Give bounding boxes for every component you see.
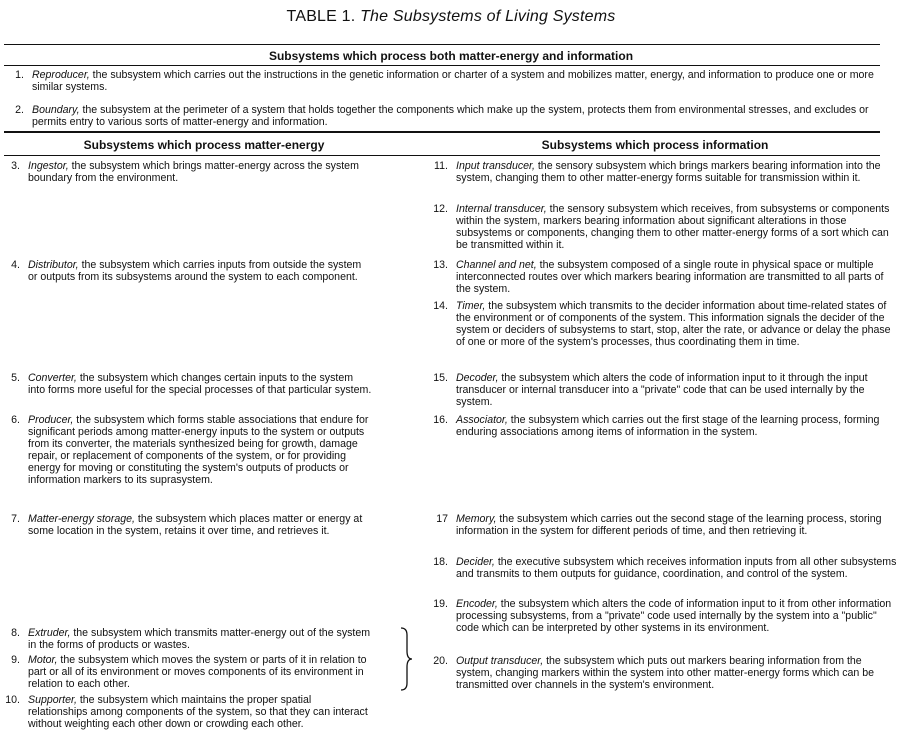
item-term: Converter, [28,372,77,384]
item-number: 16. [433,414,448,426]
list-item [0,627,372,651]
item-number: 10. [5,694,20,706]
item-term: Associator, [456,414,508,426]
table-title [0,8,902,26]
item-number: 12. [433,203,448,215]
item-description: the subsystem which transmits matter-energy out of the system in the forms of products or wastes. [28,627,371,652]
item-term: Extruder, [28,627,71,639]
list-item [428,513,900,537]
list-item [4,104,876,128]
item-description: the subsystem which carries out the first stage of the learning process, forming enduring associations among items of information in the system. [456,414,880,439]
list-item [4,69,876,93]
item-number: 9. [11,654,20,666]
item-description: the subsystem which forms stable associations that endure for significant periods among matter-energy inputs to the system or outputs from its converter, the materials synthesized being for growth, damage repair, or replacement of components of the system, or for providing energy for moving or constituting the system's outputs of products or information markers to its suprasystem. [28,414,369,487]
list-item [0,259,372,283]
list-item [428,655,900,691]
header-both: Subsystems which process both matter-energy and information [268,49,634,63]
list-item [0,372,372,396]
top-rule [4,44,880,45]
list-item [0,414,372,487]
item-number: 15. [433,372,448,384]
item-term: Decoder, [456,372,499,384]
item-description: the subsystem which alters the code of information input to it through the input transducer or internal transducer into a "private" code that can be used internally by the system. [456,372,868,409]
item-term: Supporter, [28,694,77,706]
item-term: Timer, [456,300,486,312]
item-description: the sensory subsystem which brings markers bearing information into the system, changing them to other matter-energy forms suitable for transmission within it. [456,160,881,185]
item-number: 18. [433,556,448,568]
item-term: Matter-energy storage, [28,513,135,525]
item-description: the subsystem which alters the code of information input to it from other information processing subsystems, from a "private" code used internally by the system into a "public" code which can be interpreted by other systems in its environment. [456,598,892,635]
item-description: the sensory subsystem which receives, from subsystems or components within the system, markers bearing information about significant alterations in those subsystems or components, changing them to other matter-energy forms of a sort which can be transmitted within it. [456,203,890,252]
list-item [428,556,900,580]
item-number: 14. [433,300,448,312]
item-number: 17 [436,513,448,525]
list-item [428,203,900,251]
rule-below-column-headers [4,155,880,156]
item-description: the subsystem which carries out the instructions in the genetic information or charter of a system and mobilizes matter, energy, and information to produce one or more similar systems. [32,69,874,94]
item-term: Input transducer, [456,160,535,172]
item-number: 3. [11,160,20,172]
item-description: the executive subsystem which receives information inputs from all other subsystems and transmits to them outputs for guidance, coordination, and control of the system. [456,556,897,581]
item-term: Motor, [28,654,58,666]
item-number: 19. [433,598,448,610]
mid-rule [4,131,880,133]
item-number: 2. [15,104,24,116]
list-item [428,372,900,408]
item-description: the subsystem which carries inputs from outside the system or outputs from its subsystems around the system to each component. [28,259,362,284]
item-description: the subsystem composed of a single route in physical space or multiple interconnected routes over which markers bearing information are transmitted to all parts of the system. [456,259,884,296]
curly-brace [398,627,414,691]
rule-below-header-both [4,65,880,66]
header-matter-energy: Subsystems which process matter-energy [83,138,325,152]
item-description: the subsystem which transmits to the decider information about time-related states of the environment or of components of the system. This information signals the decider of the system or deciders of subsystems to start, stop, alter the rate, or advance or delay the phase of one or more of the system's processes, thus coordinating them in time. [456,300,891,349]
item-number: 4. [11,259,20,271]
table-caption: The Subsystems of Living Systems [360,8,616,25]
item-number: 1. [15,69,24,81]
list-item [428,160,900,184]
item-term: Ingestor, [28,160,69,172]
item-term: Memory, [456,513,497,525]
list-item [0,654,372,690]
item-term: Output transducer, [456,655,544,667]
item-term: Distributor, [28,259,79,271]
item-term: Encoder, [456,598,498,610]
list-item [428,259,900,295]
item-number: 7. [11,513,20,525]
list-item [0,694,372,730]
item-description: the subsystem which places matter or energy at some location in the system, retains it over time, and retrieves it. [28,513,363,538]
list-item [0,160,372,184]
item-description: the subsystem which changes certain inputs to the system into forms more useful for the special processes of that particular system. [28,372,372,397]
item-term: Internal transducer, [456,203,547,215]
list-item [428,300,900,348]
item-number: 13. [433,259,448,271]
item-term: Boundary, [32,104,80,116]
item-term: Reproducer, [32,69,90,81]
item-description: the subsystem which brings matter-energy across the system boundary from the environment. [28,160,359,185]
item-number: 5. [11,372,20,384]
table-number: TABLE 1. [286,8,356,25]
item-number: 20. [433,655,448,667]
item-description: the subsystem at the perimeter of a system that holds together the components which make up the system, protects them from environmental stresses, and excludes or permits entry to various sorts of matter-energy and information. [32,104,869,129]
item-number: 6. [11,414,20,426]
item-description: the subsystem which moves the system or parts of it in relation to part or all of its environment or moves components of its environment in relation to each other. [28,654,367,691]
item-term: Decider, [456,556,495,568]
item-description: the subsystem which maintains the proper spatial relationships among components of the system, so that they can interact without weighting each other down or crowding each other. [28,694,368,731]
item-description: the subsystem which puts out markers bearing information from the system, changing markers within the system into other matter-energy forms which can be transmitted over channels in the system's environment. [456,655,875,692]
item-number: 8. [11,627,20,639]
list-item [428,414,900,438]
header-information: Subsystems which process information [541,138,769,152]
item-number: 11. [434,160,448,172]
item-term: Producer, [28,414,74,426]
item-description: the subsystem which carries out the second stage of the learning process, storing information in the system for different periods of time, and then retrieving it. [456,513,882,538]
list-item [0,513,372,537]
item-term: Channel and net, [456,259,537,271]
list-item [428,598,900,634]
